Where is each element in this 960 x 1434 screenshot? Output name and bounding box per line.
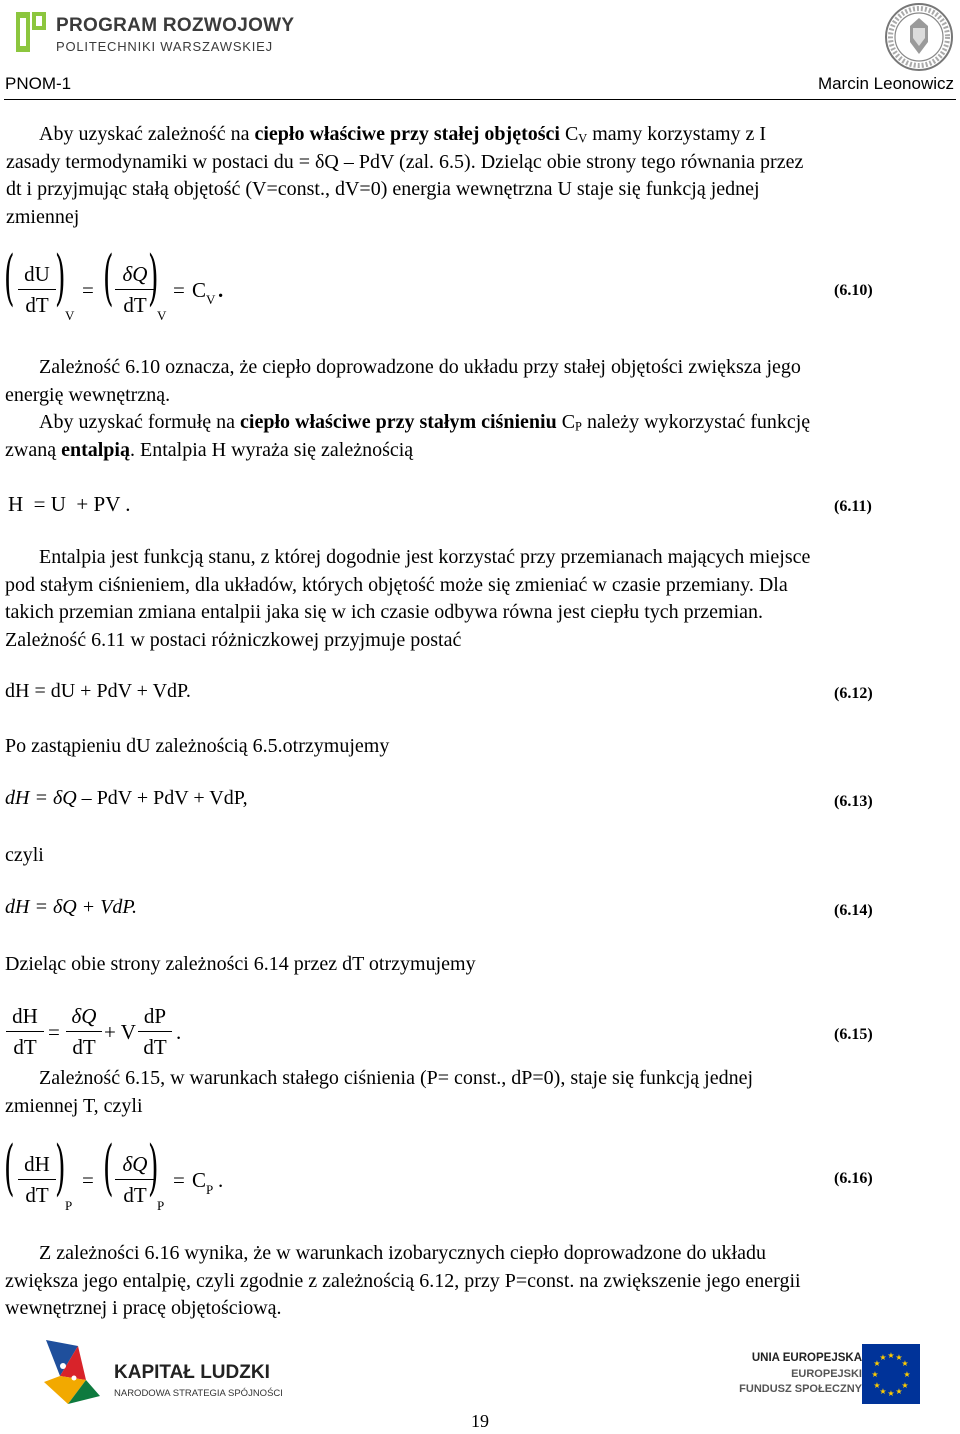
- kapital-ludzki-logo: [38, 1336, 283, 1408]
- header-divider: [4, 99, 956, 100]
- svg-text:★: ★: [887, 1351, 895, 1360]
- kapital-ludzki-subtitle: NARODOWA STRATEGIA SPÓJNOŚCI: [114, 1388, 283, 1399]
- pw-logo-icon: [14, 10, 50, 56]
- paragraph-conclusion: Z zależności 6.16 wynika, że w warunkach izobarycznych ciepło doprowadzone do układu zwiększa jego entalpię, czyli zgodnie z zależnością 6.12, przy P=const. na zwiększenie jego energii wewnętrznej i pracę objętościową.: [5, 1242, 801, 1319]
- equation-number: (6.11): [834, 498, 872, 515]
- eu-logo: [700, 1340, 920, 1410]
- eu-label-2: EUROPEJSKI: [791, 1368, 862, 1380]
- svg-text:★: ★: [903, 1370, 911, 1379]
- paragraph-enthalpy-state: Entalpia jest funkcją stanu, z której dogodnie jest korzystać przy przemianach mających miejsce pod stałym ciśnieniem, dla układów, których objętość może się zmieniać w czasie przemiany. Dla takich przemian zmiana entalpii jaka się w ich czasie odbywa równa jest ciepłu tych przemian. Zależność 6.11 w postaci różniczkowej przyjmuje postać: [5, 546, 811, 651]
- eu-label-1: UNIA EUROPEJSKA: [751, 1352, 862, 1364]
- program-subtitle: POLITECHNIKI WARSZAWSKIEJ: [56, 39, 273, 54]
- kapital-ludzki-title: KAPITAŁ LUDZKI: [114, 1362, 270, 1383]
- equation-number: (6.13): [834, 793, 873, 810]
- header-left: PNOM-1: [5, 74, 72, 93]
- equation-6-13: dH = δQ – PdV + PdV + VdP,: [5, 787, 248, 809]
- paragraph-cv-intro: Aby uzyskać zależność na ciepło właściwe przy stałej objętości $C_V$ mamy korzystamy z I zasady termodynamiki w postaci du = δQ – PdV (zal. 6.5). Dzieląc obie strony tego równania przez dt i przyjmując stałą objętość (V=const., dV=0) energia wewnętrzna U staje się funkcją jednej zmiennej: [6, 123, 804, 228]
- eu-label-3: FUNDUSZ SPOŁECZNY: [739, 1383, 862, 1395]
- svg-text:★: ★: [901, 1359, 909, 1368]
- header-right: Marcin Leonowicz: [817, 74, 954, 93]
- equation-number: (6.12): [834, 685, 873, 702]
- equation-6-12: dH = dU + PdV + VdP.: [5, 680, 191, 702]
- paren-right: ): [55, 243, 66, 313]
- svg-text:★: ★: [895, 1353, 903, 1362]
- svg-text:★: ★: [873, 1359, 881, 1368]
- svg-text:★: ★: [871, 1370, 879, 1379]
- svg-text:★: ★: [887, 1389, 895, 1398]
- equation-number: (6.10): [834, 282, 873, 299]
- svg-text:★: ★: [873, 1381, 881, 1390]
- program-title: PROGRAM ROZWOJOWY: [56, 15, 295, 36]
- paragraph-enthalpy-intro: Zależność 6.10 oznacza, że ciepło doprowadzone do układu przy stałej objętości zwiększa jego energię wewnętrzną. Aby uzyskać formułę na ciepło właściwe przy stałym ciśnieniu $C_P$ należy wykorzystać funkcję zwaną entalpią. Entalpia H wyraża się zależnością: [5, 356, 811, 461]
- kapital-ludzki-icon: [38, 1336, 104, 1408]
- equation-6-16: ( dH dT ) P = ( δQ dT ) P = C P . (6.16): [4, 1133, 873, 1213]
- svg-text:★: ★: [879, 1387, 887, 1396]
- page-number: 19: [471, 1411, 489, 1431]
- equation-6-15: dH dT = δQ dT + V dP dT . (6.15): [0, 1004, 960, 1064]
- equation-6-10: ( dU dT ) V = ( δQ dT ) V = C V . (6.10): [4, 243, 873, 323]
- paragraph-dividing: Dzieląc obie strony zależności 6.14 przez dT otrzymujemy: [5, 953, 476, 975]
- equation-number: (6.16): [834, 1170, 873, 1187]
- svg-text:★: ★: [895, 1387, 903, 1396]
- paragraph-const-pressure: Zależność 6.15, w warunkach stałego ciśnienia (P= const., dP=0), staje się funkcją jednej zmiennej T, czyli: [5, 1067, 754, 1117]
- eu-flag-icon: [862, 1344, 920, 1404]
- paragraph-substitution: Po zastąpieniu dU zależnością 6.5.otrzymujemy: [5, 735, 390, 757]
- svg-text:★: ★: [879, 1353, 887, 1362]
- paragraph-czyli: czyli: [5, 844, 44, 866]
- equation-number: (6.14): [834, 902, 873, 919]
- equation-6-14: dH = δQ + VdP.: [5, 896, 138, 918]
- paren-left: (: [4, 243, 15, 313]
- svg-text:★: ★: [901, 1381, 909, 1390]
- program-logo: [14, 8, 295, 60]
- equation-6-11: H = U + PV .: [8, 492, 131, 516]
- university-seal-icon: [884, 2, 954, 72]
- equation-number: (6.15): [834, 1026, 873, 1043]
